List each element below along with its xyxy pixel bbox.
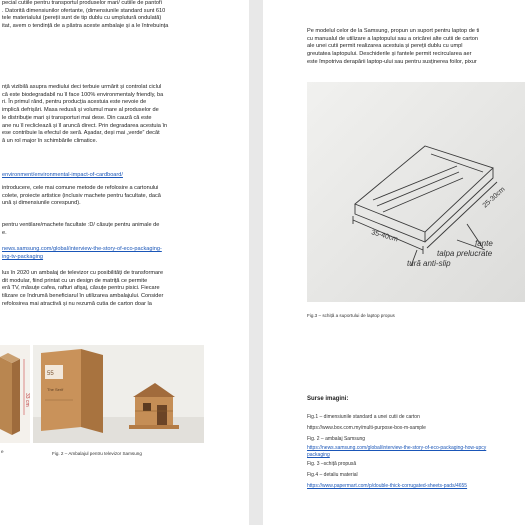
sketch-dim-width: 35-40cm: [370, 229, 399, 244]
text-line: tilizare ce îndrumă beneficiarul în utilizarea ambalajului. Consider: [2, 293, 164, 300]
text-line: refolosirea mai atractivă și nu rezumă cutia de carton doar la: [2, 300, 152, 307]
text-line: cu manualul de utilizare a laptopului sau a oricărei alte cutii de carton: [307, 35, 479, 42]
text-line: ă un rol major în schimbările climatice.: [2, 137, 98, 144]
text-line: eră TV, măsuțe cafea, rafturi afișaj, căsuțe pentru pisici. Fiecare: [2, 285, 160, 292]
link-text[interactable]: news.samsung.com/global/interview-the-story-of-eco-packaging-: [2, 246, 162, 252]
paragraph-right: [307, 28, 479, 67]
text-line: este împotriva derapării laptop-ului sau pentru susținerea foilor, pixur: [307, 58, 477, 65]
paragraph-5: [2, 270, 163, 309]
figure-1-box-photo: [0, 345, 30, 443]
text-line: colete, proiecte artistice (inclusiv machete pentru facultate, dacă: [2, 192, 161, 199]
text-line: itat, avem o tendință de a păstra aceste ambalaje și a le întrebuința: [2, 23, 169, 30]
figure-2-caption: Fig. 2 – Ambalajul pentru televizor Samsung: [52, 451, 142, 456]
text-line: ane nu îl recliclează și îl aruncă direct. Prin degradarea acestuia în: [2, 122, 168, 129]
text-line: ale unei cutii permit realizarea acestuia și pereții dublu cu umpl: [307, 43, 463, 50]
text-line: tele materialului (pereții sunt de tip dublu cu umplutură ondulată): [2, 15, 162, 22]
document-page-right: [263, 0, 525, 525]
link-text[interactable]: environment/environmental-impact-of-cardboard/: [2, 172, 123, 178]
source-link[interactable]: https://news.samsung.com/global/interview-the-story-of-eco-packaging-how-upcy: [307, 445, 487, 451]
paragraph-4: [2, 222, 159, 237]
source-link[interactable]: packaging: [307, 452, 330, 458]
sketch-label-slots: fante: [475, 239, 493, 248]
source-item: Fig.4 – detaliu material: [307, 472, 358, 478]
text-line: ri. În primul rând, pentru producția acestuia este nevoie de: [2, 99, 147, 106]
sketch-label-antislip: tură anti-slip: [407, 259, 451, 268]
source-item: https://www.box.com.my/multi-purpose-box-m-sample: [307, 425, 426, 431]
text-line: Pe modelul celor de la Samsung, propun un suport pentru laptop de ti: [307, 28, 480, 34]
paragraph-1: [2, 0, 168, 31]
sketch-label-pads: talpa prelucrate: [437, 249, 493, 258]
figure-2-samsung-packaging-photo: [33, 345, 204, 443]
text-line: implică defrișări. Masa redusă și volumul mare al produselor de: [2, 107, 159, 114]
document-page-left: [0, 0, 249, 525]
figure-1-caption: e: [1, 449, 4, 454]
text-line: greutatea laptopului. Deschiderile și fantele permit recircularea aer: [307, 51, 472, 58]
figure-measure-label: 33 cm: [24, 393, 30, 407]
paragraph-2: [2, 84, 167, 146]
text-line: pecial cutiile pentru transportul produselor mari/ cutiile de pantofi: [2, 0, 162, 6]
text-line: că este biodegradabil nu îl face 100% environmentaly friendly, ba: [2, 91, 164, 98]
text-line: e.: [2, 229, 7, 236]
text-line: nță vizibilă asupra mediului deci terbuie urmărit și controlat ciclul: [2, 84, 162, 90]
text-line: dit modular, fiind printat cu un design de matriță ce permite: [2, 277, 148, 284]
text-line: le distribuție mari și transporturi mai dese. Din cauză că este: [2, 114, 152, 121]
source-item: Fig.1 – dimensiunile standard a unei cutii de carton: [307, 414, 420, 420]
sketch-dim-depth: 25-30cm: [481, 186, 507, 210]
source-link[interactable]: https://www.papermart.com/p/double-thick-corrugated-sheets-pads/4655: [307, 483, 468, 489]
text-line: pentru ventilare/machete facultate :D/ căsuțe pentru animale de: [2, 222, 160, 228]
sources-list: [307, 412, 486, 492]
text-line: . Datorită dimensiunilor ofertante, (dimensiunile standard sunt 610: [2, 7, 166, 14]
paragraph-3: [2, 185, 161, 208]
source-item: Fig. 2 – ambalaj Samsung: [307, 436, 366, 442]
text-line: ese contribuie la efectul de seră. Așadar, deși mai „verde” decât: [2, 130, 160, 137]
text-line: introducere, cele mai comune metode de refolosire a cartonului: [2, 185, 159, 191]
text-line: lus în 2020 un ambalaj de televizor cu posibilități de transformare: [2, 270, 164, 276]
figure-3-laptop-stand-sketch: [307, 82, 525, 302]
link-text[interactable]: ing-tv-packaging: [2, 253, 44, 260]
sources-title: Surse imagini:: [307, 396, 349, 402]
link-cardboard[interactable]: [2, 172, 123, 180]
text-line: ună și dimensiunile corespund).: [2, 200, 81, 207]
svg-text:The Serif: The Serif: [47, 387, 64, 392]
source-item: Fig. 3 –schiță propusă: [307, 461, 357, 467]
svg-text:55: 55: [47, 371, 54, 377]
figure-3-caption: Fig.3 – schiță a suportului de laptop propus: [307, 313, 395, 318]
link-samsung[interactable]: [2, 246, 162, 261]
